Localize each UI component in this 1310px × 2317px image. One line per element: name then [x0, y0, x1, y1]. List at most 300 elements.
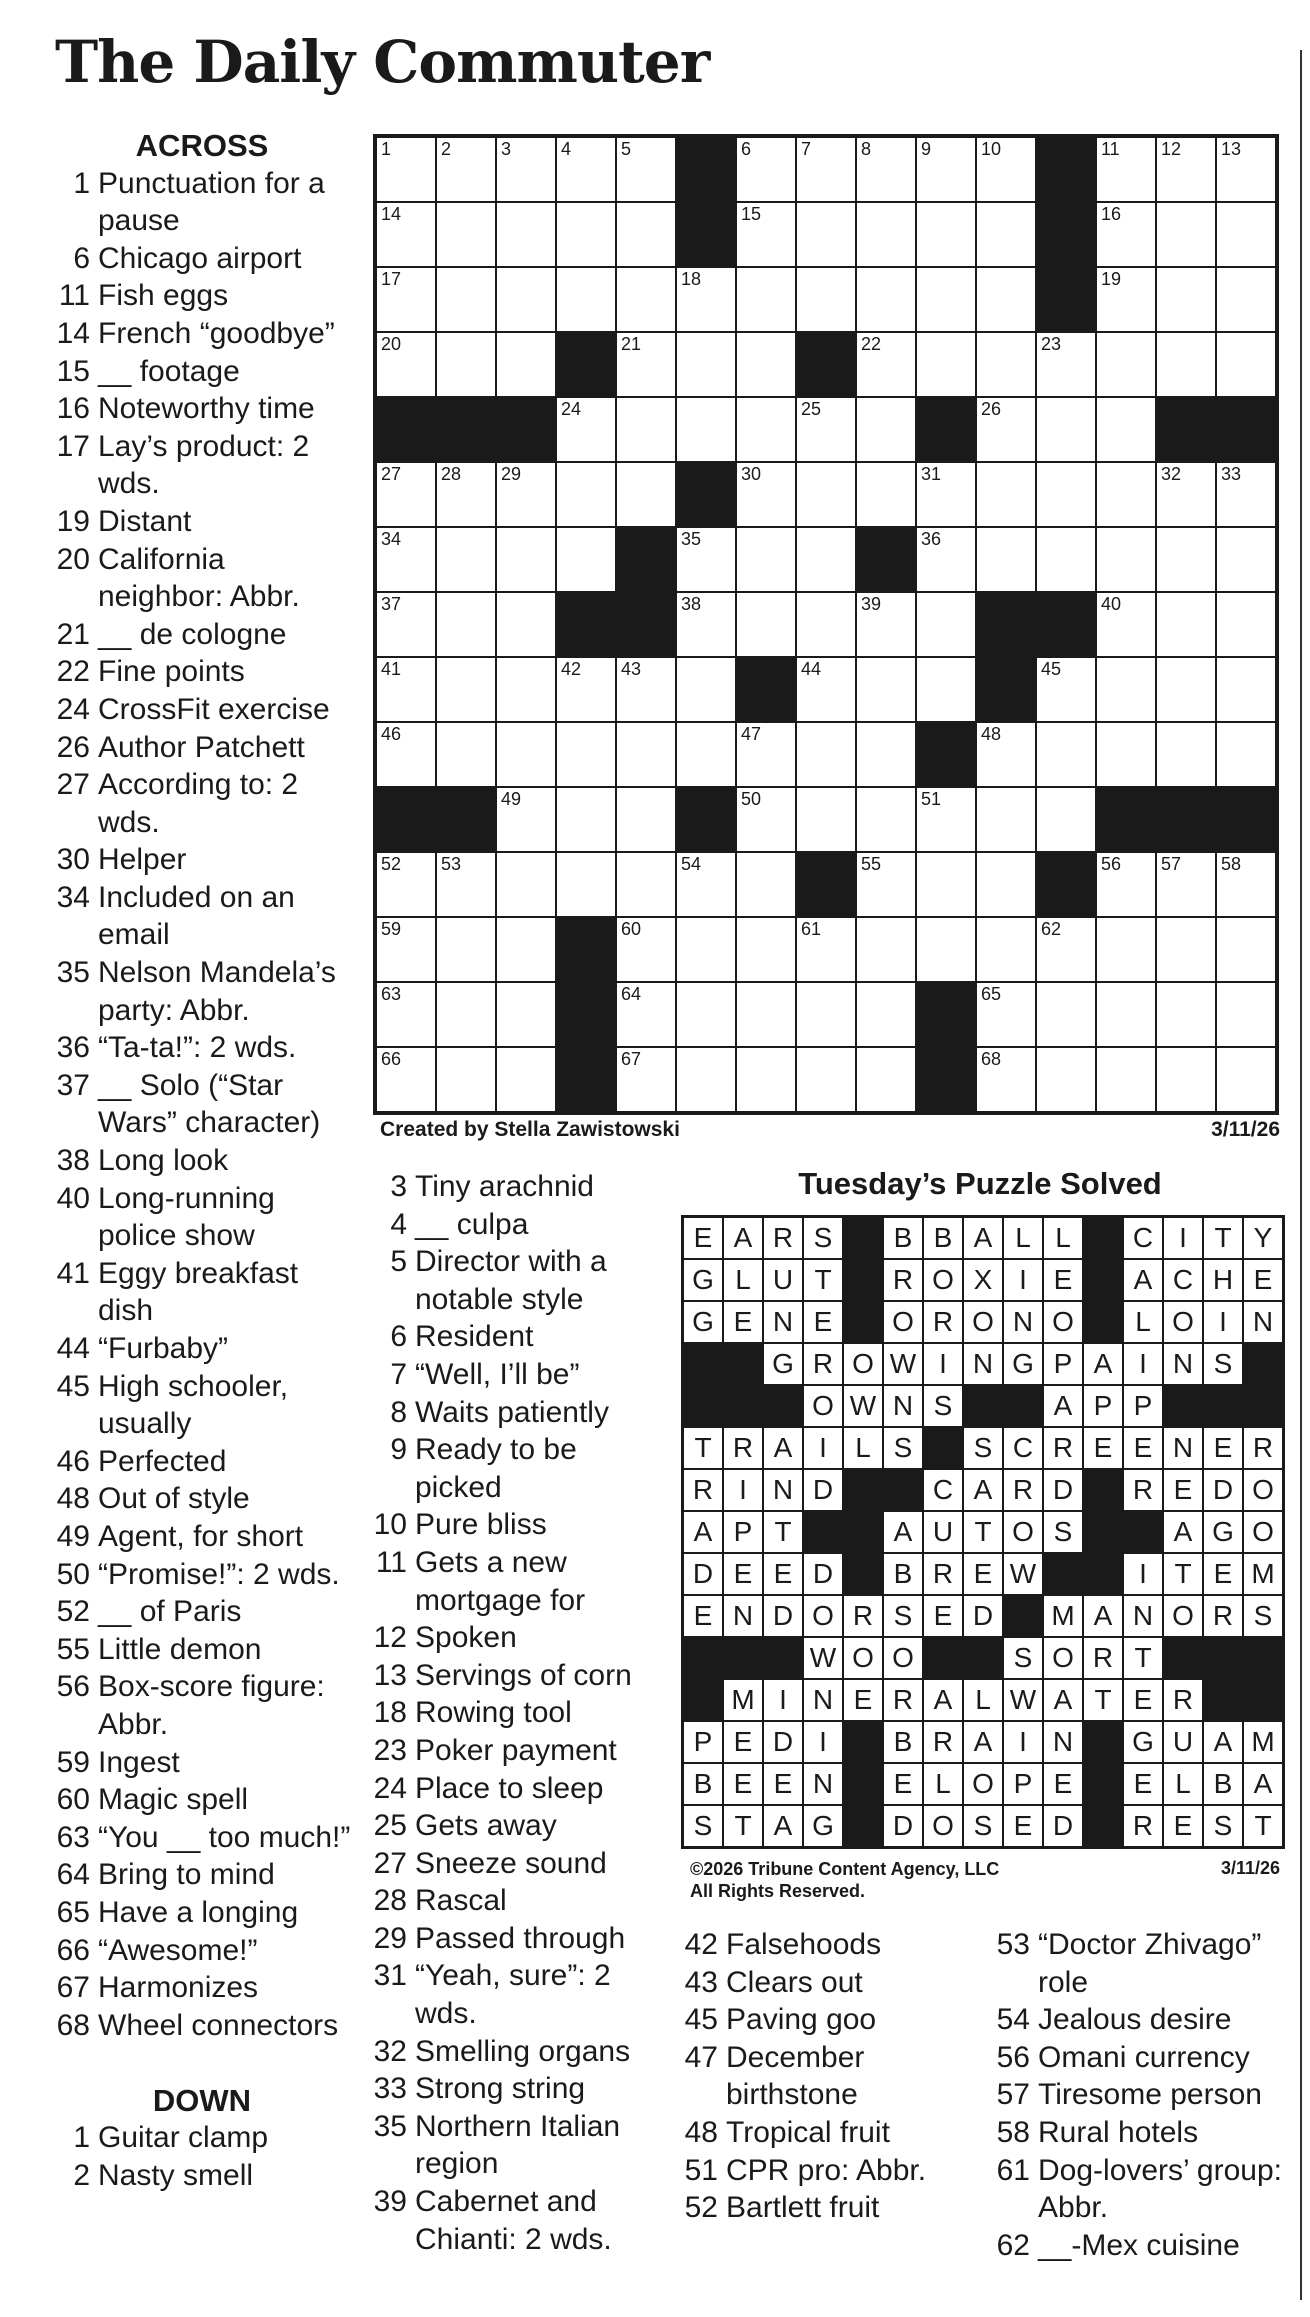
grid-cell[interactable] [916, 462, 976, 527]
grid-cell[interactable] [736, 722, 796, 787]
clue-text: Rural hotels [1038, 2115, 1199, 2149]
solved-letter-cell: R [883, 1679, 923, 1721]
clue-text: Spoken [415, 1621, 517, 1655]
clue-number: 38 [56, 1144, 90, 1178]
grid-cell[interactable] [976, 1047, 1036, 1112]
grid-cell[interactable] [1156, 202, 1216, 267]
grid-cell[interactable] [436, 1047, 496, 1112]
grid-cell[interactable] [1036, 917, 1096, 982]
grid-cell[interactable] [796, 527, 856, 592]
black-square [676, 137, 736, 202]
grid-cell[interactable] [736, 982, 796, 1047]
grid-cell[interactable] [376, 852, 436, 917]
grid-cell[interactable] [1156, 592, 1216, 657]
grid-cell[interactable] [496, 462, 556, 527]
grid-cell[interactable] [676, 917, 736, 982]
solved-letter-cell: B [883, 1721, 923, 1763]
grid-cell[interactable] [916, 527, 976, 592]
solved-letter-cell: A [763, 1427, 803, 1469]
down-clue [365, 1920, 655, 1958]
across-clue [52, 1969, 352, 2007]
grid-cell[interactable] [976, 982, 1036, 1047]
grid-cell[interactable] [676, 592, 736, 657]
grid-cell[interactable] [796, 657, 856, 722]
grid-cell[interactable] [1216, 137, 1276, 202]
grid-cell[interactable] [436, 982, 496, 1047]
grid-cell[interactable] [496, 657, 556, 722]
cell-number: 64 [621, 984, 642, 1004]
grid-cell[interactable] [796, 202, 856, 267]
grid-cell[interactable] [916, 267, 976, 332]
grid-cell[interactable] [616, 202, 676, 267]
grid-cell[interactable] [616, 397, 676, 462]
clue-text: “Promise!”: 2 wds. [98, 1557, 340, 1591]
grid-cell[interactable] [1216, 202, 1276, 267]
solved-letter-cell: W [1003, 1553, 1043, 1595]
grid-cell[interactable] [1096, 852, 1156, 917]
grid-cell[interactable] [736, 397, 796, 462]
solved-letter-cell: G [1203, 1511, 1243, 1553]
down-clue-column-1 [365, 1168, 655, 2258]
grid-cell[interactable] [496, 202, 556, 267]
grid-cell[interactable] [1156, 917, 1216, 982]
solved-letter-cell: R [1003, 1469, 1043, 1511]
grid-cell[interactable] [496, 1047, 556, 1112]
grid-cell[interactable] [1036, 1047, 1096, 1112]
solved-letter-cell: T [683, 1427, 723, 1469]
clue-number: 24 [373, 1771, 407, 1805]
cell-number: 30 [741, 464, 762, 484]
solved-letter-cell: P [723, 1511, 763, 1553]
grid-cell[interactable] [1036, 722, 1096, 787]
clue-text: Wheel connectors [98, 2008, 339, 2042]
grid-cell[interactable] [616, 982, 676, 1047]
grid-cell[interactable] [616, 1047, 676, 1112]
grid-cell[interactable] [976, 137, 1036, 202]
solved-letter-cell: U [1163, 1721, 1203, 1763]
down-clue [680, 2001, 970, 2039]
cell-number: 18 [681, 269, 702, 289]
solved-black-square [1163, 1385, 1203, 1427]
grid-cell[interactable] [796, 267, 856, 332]
solved-letter-cell: D [763, 1721, 803, 1763]
grid-cell[interactable] [1096, 527, 1156, 592]
grid-cell[interactable] [496, 332, 556, 397]
grid-cell[interactable] [1096, 917, 1156, 982]
grid-cell[interactable] [1096, 267, 1156, 332]
solved-letter-cell: A [1043, 1385, 1083, 1427]
grid-cell[interactable] [1156, 852, 1216, 917]
down-clue [680, 2152, 970, 2190]
grid-cell[interactable] [736, 267, 796, 332]
grid-cell[interactable] [1216, 332, 1276, 397]
grid-cell[interactable] [376, 202, 436, 267]
grid-cell[interactable] [1036, 462, 1096, 527]
solved-letter-cell: W [1003, 1679, 1043, 1721]
cell-number: 61 [801, 919, 822, 939]
grid-cell[interactable] [796, 1047, 856, 1112]
grid-cell[interactable] [736, 1047, 796, 1112]
grid-cell[interactable] [1096, 332, 1156, 397]
solved-letter-cell: L [923, 1763, 963, 1805]
grid-cell[interactable] [856, 852, 916, 917]
solved-letter-cell: S [923, 1385, 963, 1427]
grid-cell[interactable] [1216, 527, 1276, 592]
grid-cell[interactable] [976, 332, 1036, 397]
grid-cell[interactable] [676, 397, 736, 462]
grid-cell[interactable] [856, 722, 916, 787]
grid-cell[interactable] [916, 592, 976, 657]
cell-number: 47 [741, 724, 762, 744]
grid-cell[interactable] [436, 592, 496, 657]
grid-cell[interactable] [496, 527, 556, 592]
grid-cell[interactable] [976, 722, 1036, 787]
grid-cell[interactable] [676, 1047, 736, 1112]
grid-cell[interactable] [916, 332, 976, 397]
grid-cell[interactable] [556, 202, 616, 267]
grid-cell[interactable] [376, 1047, 436, 1112]
grid-cell[interactable] [496, 852, 556, 917]
grid-cell[interactable] [496, 592, 556, 657]
clue-number: 26 [56, 730, 90, 764]
grid-cell[interactable] [916, 657, 976, 722]
solved-letter-cell: N [1163, 1427, 1203, 1469]
grid-cell[interactable] [376, 527, 436, 592]
clue-text: “Furbaby” [98, 1332, 229, 1365]
grid-cell[interactable] [1036, 787, 1096, 852]
grid-cell[interactable] [1096, 982, 1156, 1047]
grid-cell[interactable] [376, 917, 436, 982]
solved-letter-cell: E [1203, 1427, 1243, 1469]
clue-number: 32 [373, 2034, 407, 2068]
grid-cell[interactable] [496, 917, 556, 982]
grid-cell[interactable] [496, 982, 556, 1047]
grid-cell[interactable] [436, 462, 496, 527]
grid-cell[interactable] [736, 202, 796, 267]
grid-cell[interactable] [856, 657, 916, 722]
grid-cell[interactable] [616, 267, 676, 332]
grid-cell[interactable] [736, 527, 796, 592]
grid-cell[interactable] [796, 592, 856, 657]
grid-cell[interactable] [1156, 462, 1216, 527]
grid-cell[interactable] [376, 332, 436, 397]
grid-cell[interactable] [1096, 657, 1156, 722]
solved-letter-cell: A [963, 1217, 1003, 1259]
rights-line: All Rights Reserved. [690, 1881, 866, 1901]
solved-letter-cell: I [1003, 1721, 1043, 1763]
grid-cell[interactable] [1156, 1047, 1216, 1112]
cell-number: 29 [501, 464, 522, 484]
grid-cell[interactable] [556, 462, 616, 527]
grid-cell[interactable] [1096, 202, 1156, 267]
black-square [1096, 787, 1156, 852]
grid-cell[interactable] [916, 202, 976, 267]
grid-cell[interactable] [1156, 982, 1216, 1047]
solved-letter-cell: U [763, 1259, 803, 1301]
clue-number: 62 [996, 2228, 1030, 2262]
grid-cell[interactable] [796, 722, 856, 787]
grid-cell[interactable] [796, 137, 856, 202]
grid-cell[interactable] [1216, 1047, 1276, 1112]
grid-cell[interactable] [1156, 722, 1216, 787]
solved-letter-cell: O [1043, 1301, 1083, 1343]
cell-number: 25 [801, 399, 822, 419]
grid-cell[interactable] [856, 332, 916, 397]
black-square [496, 397, 556, 462]
solved-letter-cell: E [843, 1679, 883, 1721]
grid-cell[interactable] [856, 917, 916, 982]
grid-cell[interactable] [856, 397, 916, 462]
solved-letter-cell: O [1163, 1301, 1203, 1343]
grid-cell[interactable] [616, 787, 676, 852]
grid-cell[interactable] [556, 722, 616, 787]
grid-cell[interactable] [976, 787, 1036, 852]
grid-cell[interactable] [676, 657, 736, 722]
solved-black-square [1203, 1679, 1243, 1721]
grid-cell[interactable] [616, 917, 676, 982]
clue-text: Ingest [98, 1745, 180, 1779]
solved-letter-cell: O [803, 1385, 843, 1427]
down-clue [990, 2227, 1290, 2265]
grid-cell[interactable] [976, 397, 1036, 462]
grid-cell[interactable] [436, 852, 496, 917]
grid-cell[interactable] [1036, 982, 1096, 1047]
grid-cell[interactable] [736, 917, 796, 982]
clue-number: 46 [56, 1444, 90, 1478]
grid-cell[interactable] [1036, 332, 1096, 397]
solved-letter-cell: I [923, 1343, 963, 1385]
cell-number: 39 [861, 594, 882, 614]
cell-number: 31 [921, 464, 942, 484]
across-clue [52, 1668, 352, 1743]
grid-cell[interactable] [376, 982, 436, 1047]
grid-cell[interactable] [796, 462, 856, 527]
grid-cell[interactable] [376, 722, 436, 787]
grid-cell[interactable] [856, 1047, 916, 1112]
grid-cell[interactable] [616, 462, 676, 527]
clue-number: 17 [56, 429, 90, 463]
grid-cell[interactable] [856, 462, 916, 527]
grid-cell[interactable] [856, 202, 916, 267]
black-square [1156, 397, 1216, 462]
across-clue [52, 879, 352, 954]
solved-letter-cell: G [763, 1343, 803, 1385]
clue-number: 21 [56, 617, 90, 651]
grid-cell[interactable] [436, 917, 496, 982]
solved-letter-cell: S [883, 1427, 923, 1469]
grid-cell[interactable] [376, 657, 436, 722]
grid-cell[interactable] [736, 462, 796, 527]
grid-cell[interactable] [1216, 917, 1276, 982]
grid-cell[interactable] [1216, 267, 1276, 332]
grid-cell[interactable] [436, 332, 496, 397]
grid-cell[interactable] [736, 332, 796, 397]
grid-cell[interactable] [976, 917, 1036, 982]
grid-cell[interactable] [976, 462, 1036, 527]
grid-cell[interactable] [976, 267, 1036, 332]
grid-cell[interactable] [916, 917, 976, 982]
solved-letter-cell: T [1163, 1553, 1203, 1595]
clue-number: 22 [56, 655, 90, 689]
cell-number: 48 [981, 724, 1002, 744]
grid-cell[interactable] [376, 462, 436, 527]
solved-black-square [963, 1637, 1003, 1679]
black-square [1216, 787, 1276, 852]
grid-cell[interactable] [556, 137, 616, 202]
grid-cell[interactable] [856, 787, 916, 852]
grid-cell[interactable] [616, 722, 676, 787]
grid-cell[interactable] [436, 202, 496, 267]
clue-number: 16 [56, 392, 90, 426]
grid-cell[interactable] [616, 332, 676, 397]
grid-cell[interactable] [1216, 722, 1276, 787]
grid-cell[interactable] [1096, 462, 1156, 527]
grid-cell[interactable] [556, 397, 616, 462]
cell-number: 50 [741, 789, 762, 809]
grid-cell[interactable] [976, 852, 1036, 917]
solved-letter-cell: W [843, 1385, 883, 1427]
grid-cell[interactable] [676, 267, 736, 332]
clue-text: Guitar clamp [98, 2121, 269, 2155]
black-square [376, 397, 436, 462]
grid-cell[interactable] [916, 787, 976, 852]
grid-cell[interactable] [1156, 267, 1216, 332]
grid-cell[interactable] [1216, 852, 1276, 917]
grid-cell[interactable] [736, 592, 796, 657]
clue-text: High schooler, usually [98, 1369, 289, 1441]
solved-letter-cell: N [1163, 1343, 1203, 1385]
grid-cell[interactable] [1216, 592, 1276, 657]
grid-cell[interactable] [676, 527, 736, 592]
grid-cell[interactable] [1216, 657, 1276, 722]
clue-text: Box-score figure: Abbr. [98, 1670, 325, 1741]
grid-cell[interactable] [556, 527, 616, 592]
grid-cell[interactable] [976, 202, 1036, 267]
grid-cell[interactable] [856, 982, 916, 1047]
across-clue [52, 1593, 352, 1631]
grid-cell[interactable] [376, 267, 436, 332]
grid-cell[interactable] [1036, 527, 1096, 592]
grid-cell[interactable] [496, 787, 556, 852]
cell-number: 41 [381, 659, 402, 679]
grid-cell[interactable] [1156, 137, 1216, 202]
grid-cell[interactable] [976, 527, 1036, 592]
grid-cell[interactable] [1096, 722, 1156, 787]
black-square [736, 657, 796, 722]
grid-cell[interactable] [376, 592, 436, 657]
solved-letter-cell: O [843, 1343, 883, 1385]
grid-cell[interactable] [436, 267, 496, 332]
grid-cell[interactable] [496, 722, 556, 787]
clue-number: 61 [996, 2153, 1030, 2187]
black-square [676, 202, 736, 267]
solved-letter-cell: R [923, 1721, 963, 1763]
clue-number: 40 [56, 1181, 90, 1215]
grid-cell[interactable] [436, 722, 496, 787]
grid-cell[interactable] [856, 592, 916, 657]
grid-cell[interactable] [1096, 1047, 1156, 1112]
grid-cell[interactable] [616, 137, 676, 202]
grid-cell[interactable] [796, 397, 856, 462]
solved-letter-cell: U [923, 1511, 963, 1553]
grid-cell[interactable] [736, 137, 796, 202]
grid-cell[interactable] [436, 527, 496, 592]
grid-cell[interactable] [556, 657, 616, 722]
grid-cell[interactable] [676, 852, 736, 917]
grid-cell[interactable] [856, 267, 916, 332]
clue-number: 7 [390, 1357, 407, 1391]
solved-letter-cell: N [803, 1679, 843, 1721]
solved-letter-cell: W [803, 1637, 843, 1679]
clue-text: Out of style [98, 1482, 250, 1516]
crossword-grid [373, 134, 1279, 1115]
clue-text: “You __ too much!” [98, 1820, 351, 1854]
grid-cell[interactable] [796, 917, 856, 982]
cell-number: 3 [501, 139, 512, 159]
grid-cell[interactable] [376, 137, 436, 202]
grid-cell[interactable] [1096, 592, 1156, 657]
black-square [976, 657, 1036, 722]
grid-cell[interactable] [496, 137, 556, 202]
grid-cell[interactable] [856, 137, 916, 202]
grid-cell[interactable] [1036, 657, 1096, 722]
clue-number: 28 [373, 1884, 407, 1918]
grid-cell[interactable] [496, 267, 556, 332]
grid-cell[interactable] [676, 722, 736, 787]
solved-letter-cell: E [723, 1763, 763, 1805]
clue-number: 1 [73, 166, 90, 200]
clue-number: 3 [390, 1170, 407, 1203]
grid-cell[interactable] [736, 852, 796, 917]
grid-cell[interactable] [796, 982, 856, 1047]
clue-number: 27 [373, 1846, 407, 1880]
solved-letter-cell: I [763, 1679, 803, 1721]
across-clue [52, 428, 352, 503]
grid-cell[interactable] [916, 137, 976, 202]
grid-cell[interactable] [1216, 982, 1276, 1047]
grid-cell[interactable] [1096, 137, 1156, 202]
grid-cell[interactable] [676, 332, 736, 397]
grid-cell[interactable] [436, 657, 496, 722]
grid-cell[interactable] [676, 982, 736, 1047]
grid-cell[interactable] [1036, 397, 1096, 462]
grid-cell[interactable] [616, 852, 676, 917]
clue-number: 53 [996, 1928, 1030, 1961]
down-clue [990, 2039, 1290, 2077]
grid-cell[interactable] [1156, 527, 1216, 592]
across-clue [52, 766, 352, 841]
grid-cell[interactable] [556, 267, 616, 332]
across-clue [52, 954, 352, 1029]
solved-letter-cell: T [723, 1805, 763, 1847]
down-clue [365, 1394, 655, 1432]
grid-cell[interactable] [556, 852, 616, 917]
grid-cell[interactable] [796, 787, 856, 852]
across-clue [52, 691, 352, 729]
grid-cell[interactable] [1156, 657, 1216, 722]
clue-text: Paving goo [726, 2003, 877, 2037]
grid-cell[interactable] [736, 787, 796, 852]
grid-cell[interactable] [1156, 332, 1216, 397]
grid-cell[interactable] [916, 852, 976, 917]
grid-cell[interactable] [616, 657, 676, 722]
grid-cell[interactable] [436, 137, 496, 202]
grid-cell[interactable] [1216, 462, 1276, 527]
grid-cell[interactable] [1096, 397, 1156, 462]
clue-text: Smelling organs [415, 2034, 631, 2068]
grid-cell[interactable] [556, 787, 616, 852]
cell-number: 44 [801, 659, 822, 679]
